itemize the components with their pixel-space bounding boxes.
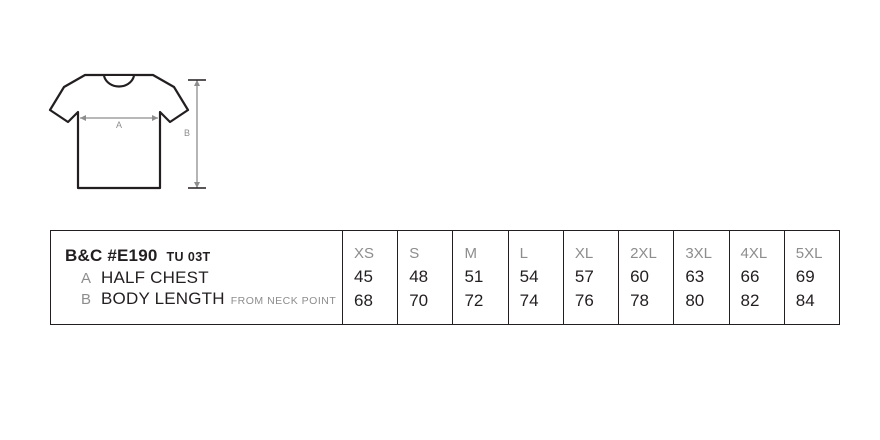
size-column-l xyxy=(509,231,564,324)
size-column-4xl xyxy=(730,231,785,324)
measurement-key-b: B xyxy=(81,291,92,308)
measurement-label-a: HALF CHEST xyxy=(101,268,209,287)
half-chest-value: 66 xyxy=(740,267,760,287)
size-header: XL xyxy=(574,244,594,262)
measurement-sublabel-b: FROM NECK POINT xyxy=(230,295,337,307)
size-header: S xyxy=(409,244,420,262)
body-length-value: 70 xyxy=(409,291,429,311)
size-header: 2XL xyxy=(630,244,657,262)
size-column-s xyxy=(398,231,453,324)
size-header: L xyxy=(519,244,528,262)
half-chest-value: 57 xyxy=(574,267,594,287)
half-chest-value: 45 xyxy=(354,267,373,287)
half-chest-value: 63 xyxy=(685,267,705,287)
marker-a-label: A xyxy=(115,120,123,130)
size-table-label-column xyxy=(51,231,343,324)
size-header: 4XL xyxy=(740,244,768,262)
measurement-label-b: BODY LENGTH xyxy=(101,289,225,308)
model-code: TU 03T xyxy=(166,250,211,264)
tshirt-outline-icon xyxy=(50,75,188,188)
size-column-5xl xyxy=(785,231,839,324)
model-row xyxy=(65,246,342,266)
body-length-value: 68 xyxy=(354,291,373,311)
size-column-xl xyxy=(564,231,619,324)
size-header: 5XL xyxy=(795,244,823,262)
size-column-xs xyxy=(343,231,398,324)
marker-b-label: B xyxy=(183,128,190,138)
size-columns xyxy=(343,231,839,324)
model-name: B&C #E190 xyxy=(65,246,158,265)
size-header: M xyxy=(464,244,477,262)
half-chest-value: 69 xyxy=(795,267,815,287)
half-chest-value: 51 xyxy=(464,267,484,287)
size-column-m xyxy=(453,231,508,324)
body-length-value: 84 xyxy=(795,291,815,311)
size-header: XS xyxy=(354,244,375,262)
body-length-value: 82 xyxy=(740,291,760,311)
body-length-value: 72 xyxy=(464,291,484,311)
half-chest-value: 48 xyxy=(409,267,429,287)
size-header: 3XL xyxy=(685,244,713,262)
body-length-value: 80 xyxy=(685,291,705,311)
size-column-3xl xyxy=(674,231,729,324)
body-length-value: 74 xyxy=(519,291,539,311)
size-column-2xl xyxy=(619,231,674,324)
body-length-arrow xyxy=(184,80,206,188)
measurement-row-b xyxy=(65,289,342,309)
half-chest-value: 60 xyxy=(630,267,650,287)
measurement-row-a xyxy=(65,268,342,288)
half-chest-value: 54 xyxy=(519,267,539,287)
tshirt-diagram xyxy=(38,70,208,195)
measurement-key-a: A xyxy=(81,270,92,287)
size-table xyxy=(50,230,840,325)
body-length-value: 76 xyxy=(574,291,594,311)
body-length-value: 78 xyxy=(630,291,650,311)
